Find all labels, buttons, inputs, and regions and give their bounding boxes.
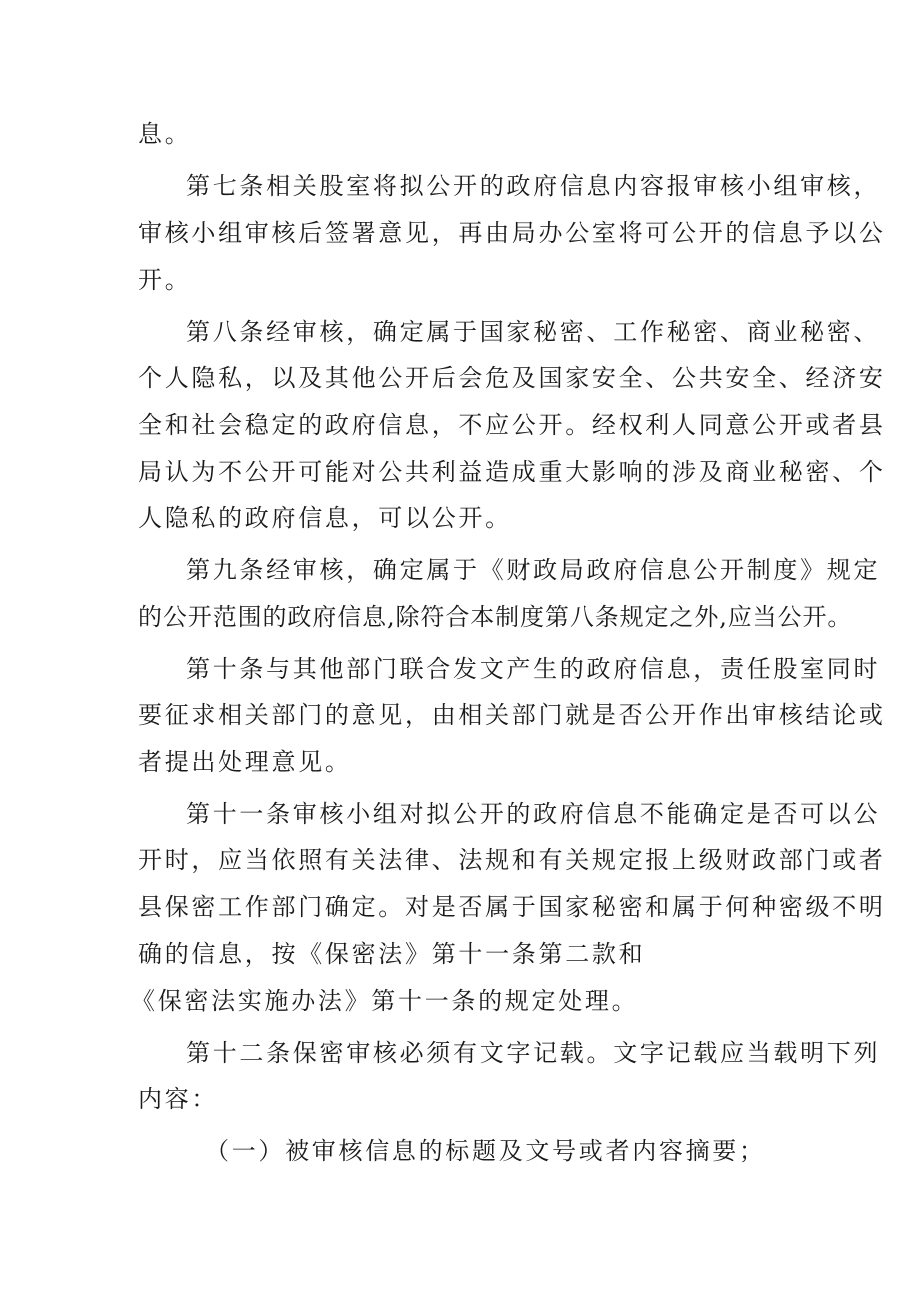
article-11-heading: 第十一条审核小组对拟公开的政府信息不能确定是否可以公 [186, 800, 881, 828]
text-line: 确的信息，按《保密法》第十一条第二款和 [138, 940, 646, 968]
text-line: 要征求相关部门的意见，由相关部门就是否公开作出审核结论或 [138, 701, 886, 729]
text-line: 县保密工作部门确定。对是否属于国家秘密和属于何种密级不明 [138, 893, 886, 921]
text-line: 者提出处理意见。 [138, 748, 352, 776]
article-12-heading: 第十二条保密审核必须有文字记载。文字记载应当载明下列 [186, 1039, 881, 1067]
text-line: 开。 [138, 266, 192, 294]
text-line: 《保密法实施办法》第十一条的规定处理。 [131, 987, 639, 1015]
text-line: 局认为不公开可能对公共利益造成重大影响的涉及商业秘密、个 [138, 458, 886, 486]
text-line: 审核小组审核后签署意见，再由局办公室将可公开的信息予以公 [138, 219, 886, 247]
text-line: 人隐私的政府信息，可以公开。 [138, 504, 512, 532]
article-9-heading: 第九条经审核，确定属于《财政局政府信息公开制度》规定 [186, 556, 881, 584]
list-item: （一）被审核信息的标题及文号或者内容摘要； [205, 1137, 766, 1165]
text-line: 全和社会稳定的政府信息，不应公开。经权利人同意公开或者县 [138, 411, 886, 439]
text-line: 的公开范围的政府信息,除符合本制度第八条规定之外,应当公开。 [138, 603, 853, 631]
text-line: 个人隐私，以及其他公开后会危及国家安全、公共安全、经济安 [138, 364, 886, 392]
article-7-heading: 第七条相关股室将拟公开的政府信息内容报审核小组审核， [186, 172, 881, 200]
text-line: 开时，应当依照有关法律、法规和有关规定报上级财政部门或者 [138, 846, 886, 874]
text-line: 内容： [138, 1085, 219, 1113]
article-8-heading: 第八条经审核，确定属于国家秘密、工作秘密、商业秘密、 [186, 318, 881, 346]
text-line: 息。 [138, 120, 192, 148]
article-10-heading: 第十条与其他部门联合发文产生的政府信息，责任股室同时 [186, 655, 881, 683]
